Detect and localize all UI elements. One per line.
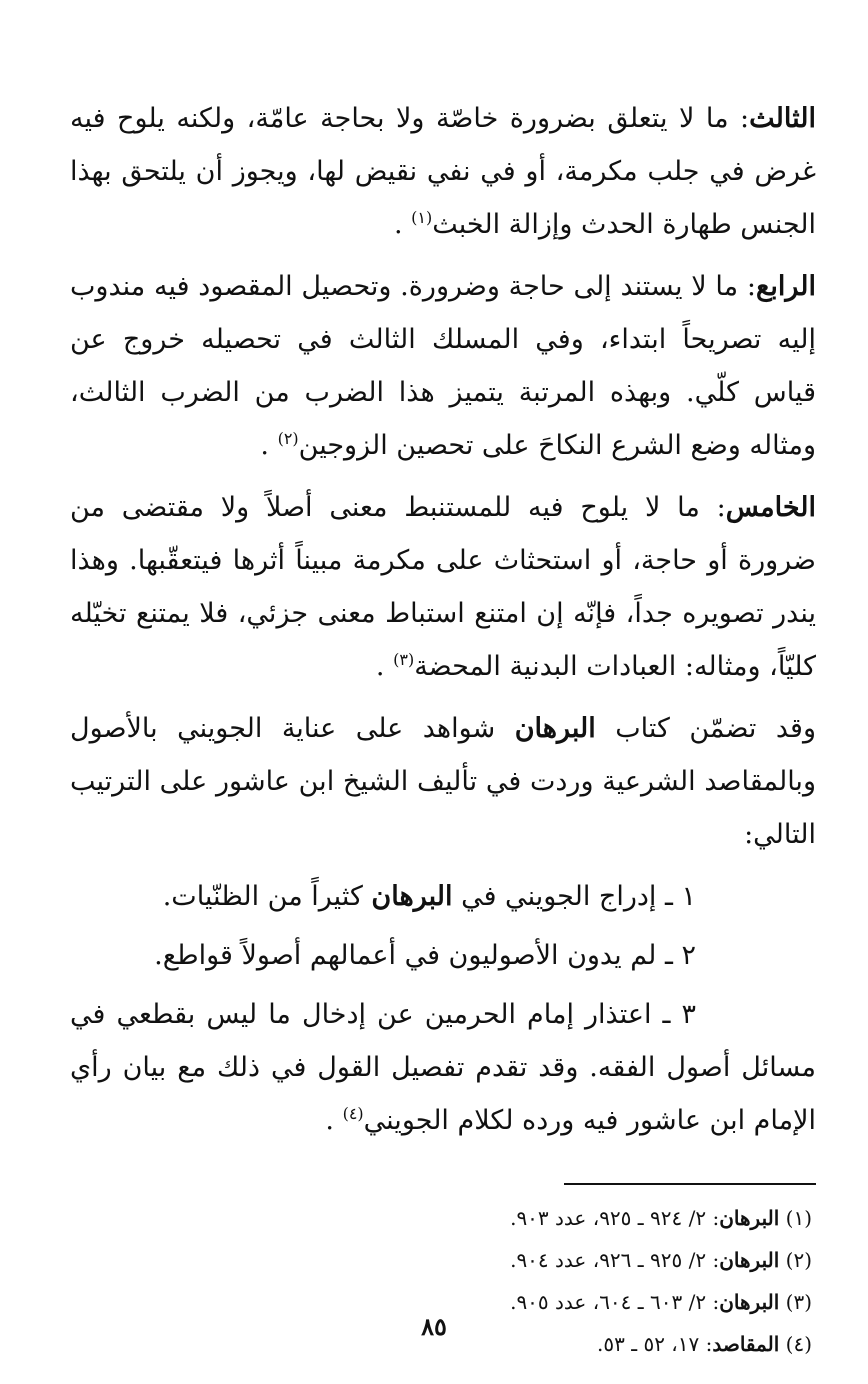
paragraph-end: . — [393, 209, 403, 240]
paragraph-end: . — [325, 1105, 334, 1136]
list-item-text: ١ ـ إدراج الجويني في — [452, 881, 696, 912]
footnote-ref[interactable]: (٢) — [277, 429, 299, 448]
paragraph-end: . — [260, 430, 269, 461]
footnote-number: (٤) — [785, 1332, 812, 1356]
footnote-2 — [70, 1239, 816, 1281]
book-title-term: البرهان — [514, 713, 596, 744]
footnote-1 — [70, 1197, 816, 1239]
footnote-number: (١) — [785, 1206, 812, 1230]
paragraph-end: . — [375, 651, 385, 682]
footnote-ref[interactable]: (١) — [411, 208, 433, 227]
list-item-text: ٣ ـ اعتذار إمام الحرمين عن إدخال ما ليس بقطعي في مسائل أصول الفقه. وقد تقدم تفصيل القول في ذلك مع بيان رأي الإمام ابن عاشور فيه ورده لكلام الجويني — [70, 999, 816, 1136]
paragraph-text: : ما لا يلوح فيه للمستنبط معنى أصلاً ولا مقتضى من ضرورة أو حاجة، أو استحثاث على مكرمة مبيناً أثرها فيتعقّبها. وهذا يندر تصويره جداً، فإنّه إن امتنع استباط معنى جزئي، فلا يمتنع تخيّله كليّاً، ومثاله: العبادات البدنية المحضة — [70, 492, 816, 682]
footnote-source: البرهان — [719, 1206, 780, 1230]
footnote-detail: : ١٧، ٥٢ ـ ٥٣. — [597, 1332, 713, 1356]
list-item-3 — [70, 988, 816, 1147]
paragraph-fifth — [70, 481, 816, 693]
list-item-2 — [70, 929, 816, 982]
page-number: ٨٥ — [421, 1312, 447, 1341]
paragraph-text: : ما لا يتعلق بضرورة خاصّة ولا بحاجة عامّة، ولكنه يلوح فيه غرض في جلب مكرمة، أو في نفي نقيض لها، ويجوز أن يلتحق بهذا الجنس طهارة الحدث وإزالة الخبث — [70, 103, 816, 240]
paragraph-lead-fourth: الرابع — [755, 271, 816, 302]
paragraph-text: وقد تضمّن كتاب — [595, 713, 817, 744]
paragraph-burhan-intro — [70, 702, 816, 861]
footnote-ref[interactable]: (٣) — [393, 650, 415, 669]
footnote-number: (٣) — [785, 1290, 812, 1314]
list-item-text: ٢ ـ لم يدون الأصوليون في أعمالهم أصولاً قواطع. — [154, 940, 696, 971]
footnote-detail: : ٢/ ٦٠٣ ـ ٦٠٤، عدد ٩٠٥. — [510, 1290, 720, 1314]
footnote-detail: : ٢/ ٩٢٤ ـ ٩٢٥، عدد ٩٠٣. — [510, 1206, 720, 1230]
list-item-text: كثيراً من الظنّيات. — [162, 881, 372, 912]
footnote-ref[interactable]: (٤) — [342, 1104, 364, 1123]
footnote-divider — [564, 1183, 816, 1185]
footnote-number: (٢) — [785, 1248, 812, 1272]
footnote-source: البرهان — [719, 1248, 780, 1272]
paragraph-lead-fifth: الخامس — [725, 492, 816, 523]
paragraph-lead-third: الثالث — [749, 103, 816, 134]
paragraph-fourth — [70, 260, 816, 472]
list-item-1 — [70, 870, 816, 923]
book-title-term: البرهان — [371, 881, 453, 912]
paragraph-text: : ما لا يستند إلى حاجة وضرورة. وتحصيل المقصود فيه مندوب إليه تصريحاً ابتداء، وفي المسلك الثالث في تحصيله خروج عن قياس كلّي. وبهذه المرتبة يتميز هذا الضرب من الضرب الثالث، ومثاله وضع الشرع النكاحَ على تحصين الزوجين — [70, 271, 816, 461]
footnote-source: المقاصد — [712, 1332, 780, 1356]
footnote-source: البرهان — [719, 1290, 780, 1314]
footnote-detail: : ٢/ ٩٢٥ ـ ٩٢٦، عدد ٩٠٤. — [510, 1248, 720, 1272]
paragraph-text: شواهد على عناية الجويني بالأصول وبالمقاصد الشرعية وردت في تأليف الشيخ ابن عاشور على الترتيب التالي: — [70, 713, 816, 850]
paragraph-third — [70, 92, 816, 251]
